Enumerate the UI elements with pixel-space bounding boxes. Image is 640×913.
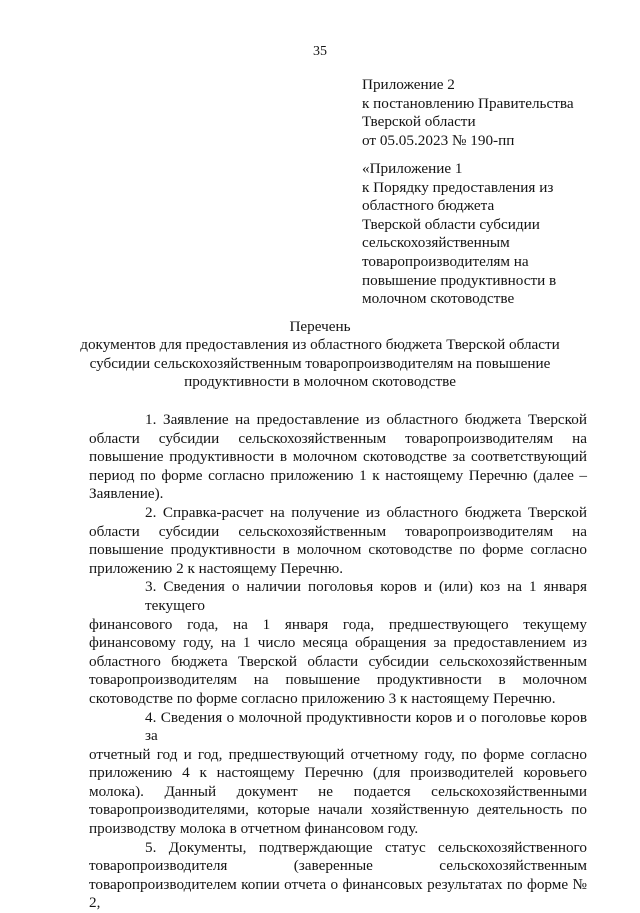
appendix-line: областного бюджета xyxy=(362,197,495,215)
title-line: документов для предоставления из областного бюджета Тверской области xyxy=(80,336,560,354)
title-line: продуктивности в молочном скотоводстве xyxy=(184,373,456,391)
appendix-1-header xyxy=(362,160,622,309)
title-line: Перечень xyxy=(289,318,351,335)
list-item xyxy=(89,578,587,708)
appendix-line: товаропроизводителям на xyxy=(362,252,529,270)
appendix-line: молочном скотоводстве xyxy=(362,290,515,308)
paragraph-line: Заявление). xyxy=(89,485,164,503)
paragraph-line: финансового года, на 1 января года, предшествующего текущему xyxy=(89,615,587,633)
paragraph-line: скотоводстве по форме согласно приложению 3 к настоящему Перечню. xyxy=(89,689,556,707)
paragraph-line: товаропроизводителя (заверенные сельскохозяйственным xyxy=(89,857,587,875)
document-title xyxy=(60,318,580,392)
page-number: 35 xyxy=(313,44,327,59)
document-body xyxy=(89,411,587,913)
list-item xyxy=(89,709,587,839)
appendix-line: «Приложение 1 xyxy=(362,160,463,177)
list-item xyxy=(89,839,587,913)
appendix-line: Тверской области xyxy=(362,113,476,131)
paragraph-line: 5. Документы, подтверждающие статус сельскохозяйственного xyxy=(145,838,587,856)
paragraph-line: приложению 2 к настоящему Перечню. xyxy=(89,559,343,577)
paragraph-line: финансовому году, на 1 число месяца обращения за предоставлением из xyxy=(89,634,587,652)
title-line: субсидии сельскохозяйственным товаропроизводителям на повышение xyxy=(89,354,551,372)
appendix-line: к постановлению Правительства xyxy=(362,94,574,112)
appendix-line: повышение продуктивности в xyxy=(362,271,557,289)
paragraph-line: товаропроизводителем копии отчета о финансовых результатах по форме № 2, xyxy=(89,875,587,912)
paragraph-line: 1. Заявление на предоставление из областного бюджета Тверской xyxy=(145,411,587,428)
paragraph-line: товаропроизводителям на повышение продуктивности в молочном xyxy=(89,671,587,689)
paragraph-line: 2. Справка-расчет на получение из областного бюджета Тверской xyxy=(145,503,587,521)
paragraph-line: областного бюджета Тверской области субсидии сельскохозяйственным xyxy=(89,652,587,670)
paragraph-line: период по форме согласно приложению 1 к настоящему Перечню (далее – xyxy=(89,466,587,484)
appendix-line: Приложение 2 xyxy=(362,76,455,93)
appendix-line: к Порядку предоставления из xyxy=(362,178,554,196)
paragraph-line: области субсидии сельскохозяйственным товаропроизводителям на xyxy=(89,522,587,540)
list-item xyxy=(89,504,587,578)
paragraph-line: повышение продуктивности в молочном скотоводстве за соответствующий xyxy=(89,448,587,466)
paragraph-line: приложению 4 к настоящему Перечню (для производителей коровьего xyxy=(89,764,587,782)
appendix-line: от 05.05.2023 № 190-пп xyxy=(362,131,515,149)
paragraph-line: производству молока в отчетном финансовом году. xyxy=(89,820,419,838)
paragraph-line: молока). Данный документ не подается сельскохозяйственными xyxy=(89,782,587,800)
paragraph-line: повышение продуктивности в молочном скотоводстве по форме согласно xyxy=(89,541,587,559)
list-item xyxy=(89,411,587,504)
appendix-line: сельскохозяйственным xyxy=(362,234,510,252)
appendix-line: Тверской области субсидии xyxy=(362,215,540,233)
paragraph-line: области субсидии сельскохозяйственным товаропроизводителям на xyxy=(89,429,587,447)
paragraph-line: 3. Сведения о наличии поголовья коров и (или) коз на 1 января текущего xyxy=(145,578,587,614)
paragraph-line: 4. Сведения о молочной продуктивности коров и о поголовье коров за xyxy=(145,708,587,745)
paragraph-line: товаропроизводителями, которые начали хозяйственную деятельность по xyxy=(89,801,587,819)
appendix-2-header xyxy=(362,76,622,150)
paragraph-line: отчетный год и год, предшествующий отчетному году, по форме согласно xyxy=(89,745,587,763)
